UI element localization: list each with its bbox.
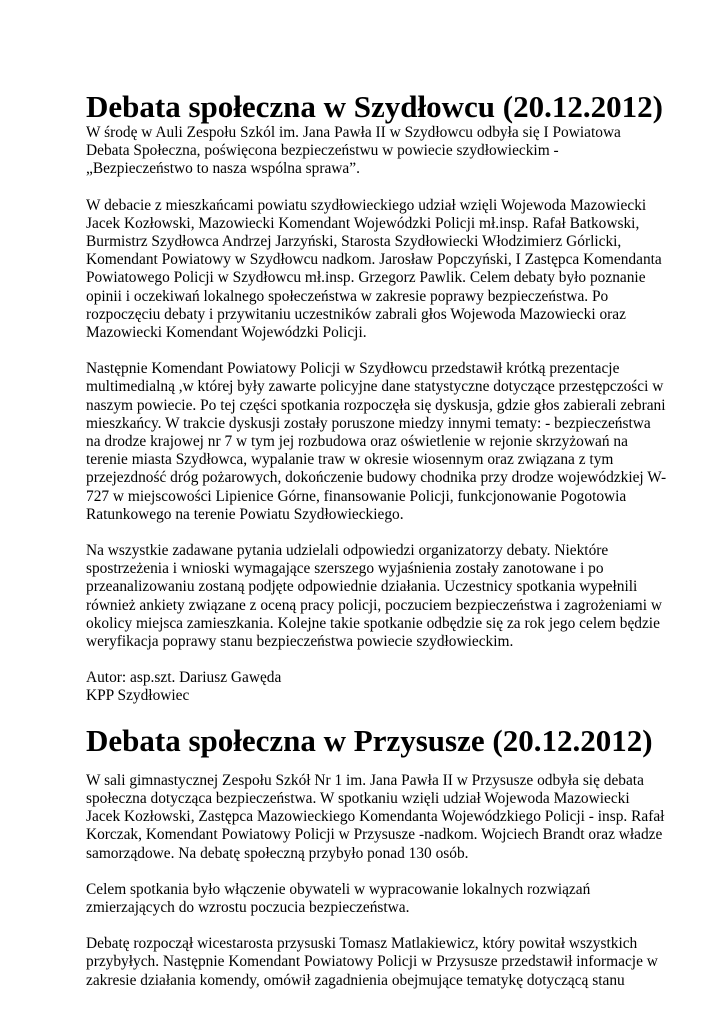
text-line: przejezdność dróg pożarowych, dokończenie budowy chodnika przy drodze wojewódzkiej W- — [86, 469, 667, 487]
text-line: Debatę rozpoczął wicestarosta przysuski Tomasz Matlakiewicz, który powitał wszystkich — [86, 935, 638, 953]
text-line: Następnie Komendant Powiatowy Policji w Szydłowcu przedstawił krótką prezentacje — [86, 360, 620, 378]
article1-paragraph-4 — [86, 542, 662, 651]
author-name: Autor: asp.szt. Dariusz Gawęda — [86, 669, 282, 687]
text-line: przeanalizowaniu zostaną podjęte odpowiednie działania. Uczestnicy spotkania wypełnili — [86, 578, 638, 596]
author-unit: KPP Szydłowiec — [86, 687, 190, 705]
text-line: Celem spotkania było włączenie obywateli w wypracowanie lokalnych rozwiązań — [86, 880, 591, 898]
article2-paragraph-1 — [86, 771, 665, 863]
text-line: „Bezpieczeństwo to nasza wspólna sprawa”. — [86, 160, 360, 178]
text-line: Powiatowego Policji w Szydłowcu mł.insp. Grzegorz Pawlik. Celem debaty było poznanie — [86, 269, 646, 287]
article2-paragraph-3 — [86, 935, 658, 990]
document-page — [86, 89, 667, 1008]
article-title-szydlowiec: Debata społeczna w Szydłowcu (20.12.2012) — [86, 89, 663, 124]
text-line: multimedialną ,w której były zawarte policyjne dane statystyczne dotyczące przestępczości w — [86, 378, 664, 396]
article1-author — [86, 669, 646, 705]
text-line: Jacek Kozłowski, Mazowiecki Komendant Wojewódzki Policji mł.insp. Rafał Batkowski, — [86, 214, 640, 232]
text-line: Debata Społeczna, poświęcona bezpieczeństwu w powiecie szydłowieckim - — [86, 142, 559, 160]
text-line: okolicy miejsca zamieszkania. Kolejne takie spotkanie odbędzie się za rok jego celem będzie — [86, 614, 660, 632]
article1-paragraph-2 — [86, 196, 662, 343]
text-line: spostrzeżenia i wnioski wymagające szerszego wyjaśnienia zostały zanotowane i po — [86, 560, 604, 578]
text-line: W środę w Auli Zespołu Szkól im. Jana Pawła II w Szydłowcu odbyła się I Powiatowa — [86, 124, 621, 141]
text-line: 727 w miejscowości Lipienice Górne, finansowanie Policji, funkcjonowanie Pogotowia — [86, 487, 627, 505]
text-line: Burmistrz Szydłowca Andrzej Jarzyński, Starosta Szydłowiecki Włodzimierz Górlicki, — [86, 233, 622, 251]
text-line: Mazowiecki Komendant Wojewódzki Policji. — [86, 324, 367, 342]
text-line: Komendant Powiatowy w Szydłowcu nadkom. Jarosław Popczyński, I Zastępca Komendanta — [86, 251, 662, 269]
article-title-przysucha: Debata społeczna w Przysusze (20.12.2012) — [86, 722, 653, 758]
text-line: terenie miasta Szydłowca, wypalanie traw w okresie wiosennym oraz związana z tym — [86, 451, 614, 469]
text-line: Na wszystkie zadawane pytania udzielali odpowiedzi organizatorzy debaty. Niektóre — [86, 542, 609, 560]
text-line: Ratunkowego na terenie Powiatu Szydłowieckiego. — [86, 505, 404, 523]
text-line: zakresie działania komendy, omówił zagadnienia obejmujące tematykę dotyczącą stanu — [86, 971, 625, 989]
text-line: naszym powiecie. Po tej części spotkania rozpoczęła się dyskusja, gdzie głos zabierali zebrani — [86, 396, 666, 414]
article2-paragraph-2 — [86, 881, 646, 917]
text-line: na drodze krajowej nr 7 w tym jej rozbudowa oraz oświetlenie w rejonie skrzyżowań na — [86, 433, 628, 451]
text-line: Korczak, Komendant Powiatowy Policji w Przysusze -nadkom. Wojciech Brandt oraz władze — [86, 826, 663, 844]
text-line: W sali gimnastycznej Zespołu Szkół Nr 1 im. Jana Pawła II w Przysusze odbyła się debata — [86, 771, 644, 789]
text-line: zmierzających do wzrostu poczucia bezpieczeństwa. — [86, 898, 410, 916]
text-line: weryfikacja poprawy stanu bezpieczeństwa powiecie szydłowieckim. — [86, 633, 514, 651]
article1-paragraph-1 — [86, 124, 646, 179]
text-line: samorządowe. Na debatę społeczną przybyło ponad 130 osób. — [86, 844, 469, 862]
text-line: opinii i oczekiwań lokalnego społeczeństwa w zakresie poprawy bezpieczeństwa. Po — [86, 287, 609, 305]
article1-paragraph-3 — [86, 360, 667, 524]
text-line: W debacie z mieszkańcami powiatu szydłowieckiego udział wzięli Wojewoda Mazowiecki — [86, 196, 647, 214]
text-line: mieszkańcy. W trakcie dyskusji zostały poruszone miedzy innymi tematy: - bezpieczeństwa — [86, 414, 651, 432]
text-line: Jacek Kozłowski, Zastępca Mazowieckiego Komendanta Wojewódzkiego Policji - insp. Rafał — [86, 808, 665, 826]
text-line: przybyłych. Następnie Komendant Powiatowy Policji w Przysusze przedstawił informacje w — [86, 953, 658, 971]
text-line: również ankiety związane z oceną pracy policji, poczuciem bezpieczeństwa i zagrożeniami w — [86, 596, 662, 614]
text-line: społeczna dotycząca bezpieczeństwa. W spotkaniu wzięli udział Wojewoda Mazowiecki — [86, 789, 630, 807]
text-line: rozpoczęciu debaty i przywitaniu uczestników zabrali głos Wojewoda Mazowiecki oraz — [86, 305, 626, 323]
